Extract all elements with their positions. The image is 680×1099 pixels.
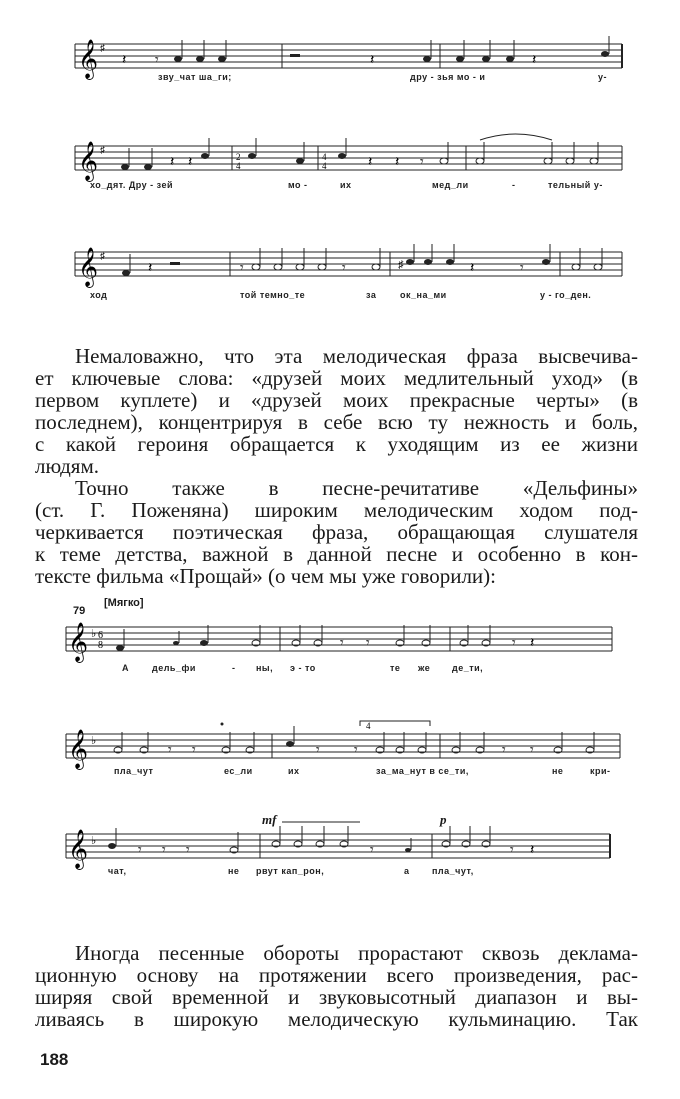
svg-text:𝄾: 𝄾 (240, 261, 244, 276)
text-line: людям. (35, 454, 99, 478)
svg-text:𝄾: 𝄾 (316, 743, 320, 758)
lyric: же (418, 663, 431, 673)
lyric: зву_чат ша_ги; (158, 72, 232, 82)
lyric: их (340, 180, 352, 190)
lyric: мо - (288, 180, 308, 190)
body-paragraph-1 (35, 344, 638, 588)
svg-text:𝄾: 𝄾 (354, 743, 358, 758)
svg-text:𝄽: 𝄽 (530, 636, 535, 651)
dynamic-p: p (440, 812, 447, 827)
music-staff-1 (0, 30, 680, 80)
svg-text:𝄾: 𝄾 (192, 743, 196, 758)
text-line: к теме детства, важной в данной песне и особенно в кон- (35, 542, 638, 566)
lyric: чат, (108, 866, 127, 876)
lyric: ход (90, 290, 108, 300)
lyric: за (366, 290, 377, 300)
text-line: ширяя свой временной и звуковысотный диапазон и вы- (35, 985, 638, 1009)
lyric: мед_ли (432, 180, 469, 190)
svg-text:𝄽: 𝄽 (170, 155, 175, 170)
music-staff-5 (0, 718, 680, 776)
music-staff-6 (0, 820, 680, 875)
lyric: рвут кап_рон, (256, 866, 325, 876)
text-line: Точно также в песне-речитативе «Дельфины» (75, 476, 638, 500)
svg-text:𝄾: 𝄾 (186, 843, 190, 858)
svg-text:𝄞: 𝄞 (78, 39, 99, 79)
lyric: ок_на_ми (400, 290, 447, 300)
svg-text:𝄾: 𝄾 (502, 743, 506, 758)
svg-text:𝄽: 𝄽 (532, 53, 537, 68)
svg-text:8: 8 (98, 640, 103, 651)
lyric: де_ти, (452, 663, 484, 673)
svg-text:4: 4 (236, 161, 241, 171)
lyric: А (122, 663, 129, 673)
lyric: их (288, 766, 300, 776)
svg-text:𝄽: 𝄽 (530, 843, 535, 858)
svg-text:𝄞: 𝄞 (78, 141, 99, 181)
text-line: Немаловажно, что эта мелодическая фраза высвечива- (75, 344, 638, 368)
svg-text:𝄾: 𝄾 (168, 743, 172, 758)
svg-text:♯: ♯ (398, 259, 404, 271)
lyric: ны, (256, 663, 274, 673)
svg-text:6: 6 (98, 630, 103, 641)
svg-text:♯: ♯ (100, 251, 105, 262)
svg-text:𝄾: 𝄾 (342, 261, 346, 276)
lyric: кри- (590, 766, 611, 776)
svg-text:𝄽: 𝄽 (148, 261, 153, 276)
page-number: 188 (40, 1050, 69, 1069)
svg-text:𝄽: 𝄽 (188, 155, 193, 170)
lyric: те (390, 663, 401, 673)
svg-text:𝄽: 𝄽 (395, 155, 400, 170)
svg-text:♯: ♯ (100, 43, 105, 54)
dynamic-mf: mf (262, 812, 277, 827)
lyric: хо_дят. Дру - зей (90, 180, 174, 190)
svg-text:𝄞: 𝄞 (78, 247, 99, 287)
svg-text:♭: ♭ (91, 835, 97, 847)
svg-text:♯: ♯ (100, 145, 105, 156)
svg-text:𝄾: 𝄾 (366, 636, 370, 651)
text-line: (ст. Г. Поженяна) широким мелодическим ходом под- (35, 498, 638, 522)
text-line: ционную основу на протяжении всего произведения, рас- (35, 963, 638, 987)
svg-text:𝄾: 𝄾 (370, 843, 374, 858)
svg-text:𝄾: 𝄾 (512, 636, 516, 651)
music-staff-2 (0, 130, 680, 190)
svg-text:𝄞: 𝄞 (68, 729, 89, 769)
svg-text:𝄽: 𝄽 (122, 53, 127, 68)
text-line: ливаясь в широкую мелодическую кульминацию. Так (35, 1007, 638, 1031)
example-number: 79 (73, 605, 86, 617)
lyric: э - то (290, 663, 316, 673)
svg-text:𝄾: 𝄾 (520, 261, 524, 276)
svg-text:𝄾: 𝄾 (510, 843, 514, 858)
svg-text:𝄾: 𝄾 (162, 843, 166, 858)
lyric: у- (598, 72, 608, 82)
lyric: пла_чут (114, 766, 154, 776)
lyric: - (512, 180, 516, 190)
svg-text:𝄞: 𝄞 (68, 622, 89, 662)
lyric: - (232, 663, 236, 673)
text-line: ет ключевые слова: «друзей моих медлительный уход» (в (35, 366, 638, 390)
lyric: не (552, 766, 564, 776)
svg-text:4: 4 (322, 152, 327, 162)
music-staff-3 (0, 238, 680, 300)
lyric: дель_фи (152, 663, 196, 673)
svg-text:𝄞: 𝄞 (68, 829, 89, 869)
body-paragraph-2 (35, 941, 638, 1031)
svg-text:𝄾: 𝄾 (340, 636, 344, 651)
svg-text:𝄽: 𝄽 (470, 261, 475, 276)
text-line: первом куплете) и «друзей моих прекрасные черты» (в (35, 388, 638, 412)
svg-text:♭: ♭ (91, 735, 97, 747)
text-line: с какой героиня обращается к уходящим из ее жизни (35, 432, 638, 456)
svg-text:𝄾: 𝄾 (420, 155, 424, 170)
svg-text:♭: ♭ (91, 628, 97, 640)
svg-text:𝄽: 𝄽 (370, 53, 375, 68)
lyric: а (404, 866, 410, 876)
lyric: не (228, 866, 240, 876)
lyric: дру - зья мо - и (410, 72, 486, 82)
svg-text:𝄽: 𝄽 (368, 155, 373, 170)
svg-text:𝄾: 𝄾 (530, 743, 534, 758)
lyric: пла_чут, (432, 866, 474, 876)
svg-text:2: 2 (236, 152, 241, 162)
music-staff-4 (0, 615, 680, 673)
text-line: Иногда песенные обороты прорастают сквозь деклама- (75, 941, 638, 965)
text-line: черкивается поэтическая фраза, обращающая слушателя (35, 520, 638, 544)
svg-text:𝄾: 𝄾 (138, 843, 142, 858)
text-line: последнем), концентрируя в себе всю ту нежность и боль, (35, 410, 638, 434)
svg-text:𝄾: 𝄾 (155, 53, 159, 68)
lyric: тельный у- (548, 180, 603, 190)
svg-text:4: 4 (322, 161, 327, 171)
text-line: тексте фильма «Прощай» (о чем мы уже говорили): (35, 564, 496, 588)
tuplet-number: 4 (366, 721, 371, 731)
lyric: той темно_те (240, 290, 306, 300)
lyric: ес_ли (224, 766, 253, 776)
tempo-marking: [Мягко] (104, 597, 144, 609)
lyric: за_ма_нут в се_ти, (376, 766, 469, 776)
lyric: у - го_ден. (540, 290, 592, 300)
